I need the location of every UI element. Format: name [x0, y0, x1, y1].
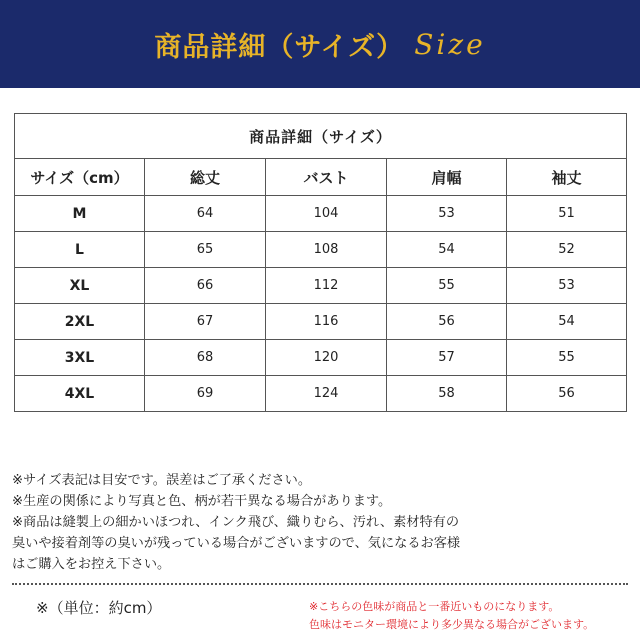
- shoulder-cell: 54: [387, 232, 507, 268]
- table-row: [15, 376, 627, 412]
- banner-title: [0, 0, 640, 88]
- size-cell: XL: [15, 268, 145, 304]
- sleeve-cell: 51: [507, 196, 627, 232]
- note-line: ※商品は縫製上の細かいほつれ、インク飛び、織りむら、汚れ、素材特有の: [12, 515, 460, 530]
- notes-block: [12, 470, 632, 575]
- bust-cell: 104: [266, 196, 387, 232]
- table-row: [15, 196, 627, 232]
- header-size: サイズ（cm）: [15, 159, 145, 196]
- length-cell: 69: [145, 376, 266, 412]
- banner-title-text: 商品詳細（サイズ）: [154, 31, 405, 63]
- size-table: [14, 113, 627, 412]
- color-note-line: ※こちらの色味が商品と一番近いものになります。: [309, 600, 560, 613]
- size-cell: L: [15, 232, 145, 268]
- color-note: [309, 598, 629, 634]
- length-cell: 66: [145, 268, 266, 304]
- dotted-divider: [12, 583, 628, 585]
- bust-cell: 120: [266, 340, 387, 376]
- sleeve-cell: 54: [507, 304, 627, 340]
- unit-note: ※（単位：約cm）: [36, 599, 162, 617]
- length-cell: 68: [145, 340, 266, 376]
- note-line: はご購入をお控え下さい。: [12, 557, 171, 572]
- sleeve-cell: 55: [507, 340, 627, 376]
- shoulder-cell: 58: [387, 376, 507, 412]
- sleeve-cell: 53: [507, 268, 627, 304]
- header-bust: バスト: [266, 159, 387, 196]
- note-line: ※サイズ表記は目安です。誤差はご了承ください。: [12, 473, 312, 488]
- shoulder-cell: 53: [387, 196, 507, 232]
- bust-cell: 108: [266, 232, 387, 268]
- table-row: [15, 232, 627, 268]
- sleeve-cell: 52: [507, 232, 627, 268]
- length-cell: 65: [145, 232, 266, 268]
- size-cell: M: [15, 196, 145, 232]
- table-row: [15, 304, 627, 340]
- table-row: [15, 268, 627, 304]
- table-header-row: [15, 159, 627, 196]
- color-note-line: 色味はモニター環境により多少異なる場合がございます。: [309, 618, 595, 631]
- bust-cell: 116: [266, 304, 387, 340]
- table-caption: 商品詳細（サイズ）: [15, 114, 627, 159]
- header-length: 総丈: [145, 159, 266, 196]
- shoulder-cell: 56: [387, 304, 507, 340]
- bust-cell: 124: [266, 376, 387, 412]
- length-cell: 64: [145, 196, 266, 232]
- header-sleeve: 袖丈: [507, 159, 627, 196]
- length-cell: 67: [145, 304, 266, 340]
- banner-script-text: Size: [414, 27, 486, 61]
- size-cell: 2XL: [15, 304, 145, 340]
- size-cell: 3XL: [15, 340, 145, 376]
- header-shoulder: 肩幅: [387, 159, 507, 196]
- shoulder-cell: 55: [387, 268, 507, 304]
- bust-cell: 112: [266, 268, 387, 304]
- shoulder-cell: 57: [387, 340, 507, 376]
- sleeve-cell: 56: [507, 376, 627, 412]
- note-line: ※生産の関係により写真と色、柄が若干異なる場合があります。: [12, 494, 392, 509]
- size-cell: 4XL: [15, 376, 145, 412]
- note-line: 臭いや接着剤等の臭いが残っている場合がございますので、気になるお客様: [12, 536, 461, 551]
- table-row: [15, 340, 627, 376]
